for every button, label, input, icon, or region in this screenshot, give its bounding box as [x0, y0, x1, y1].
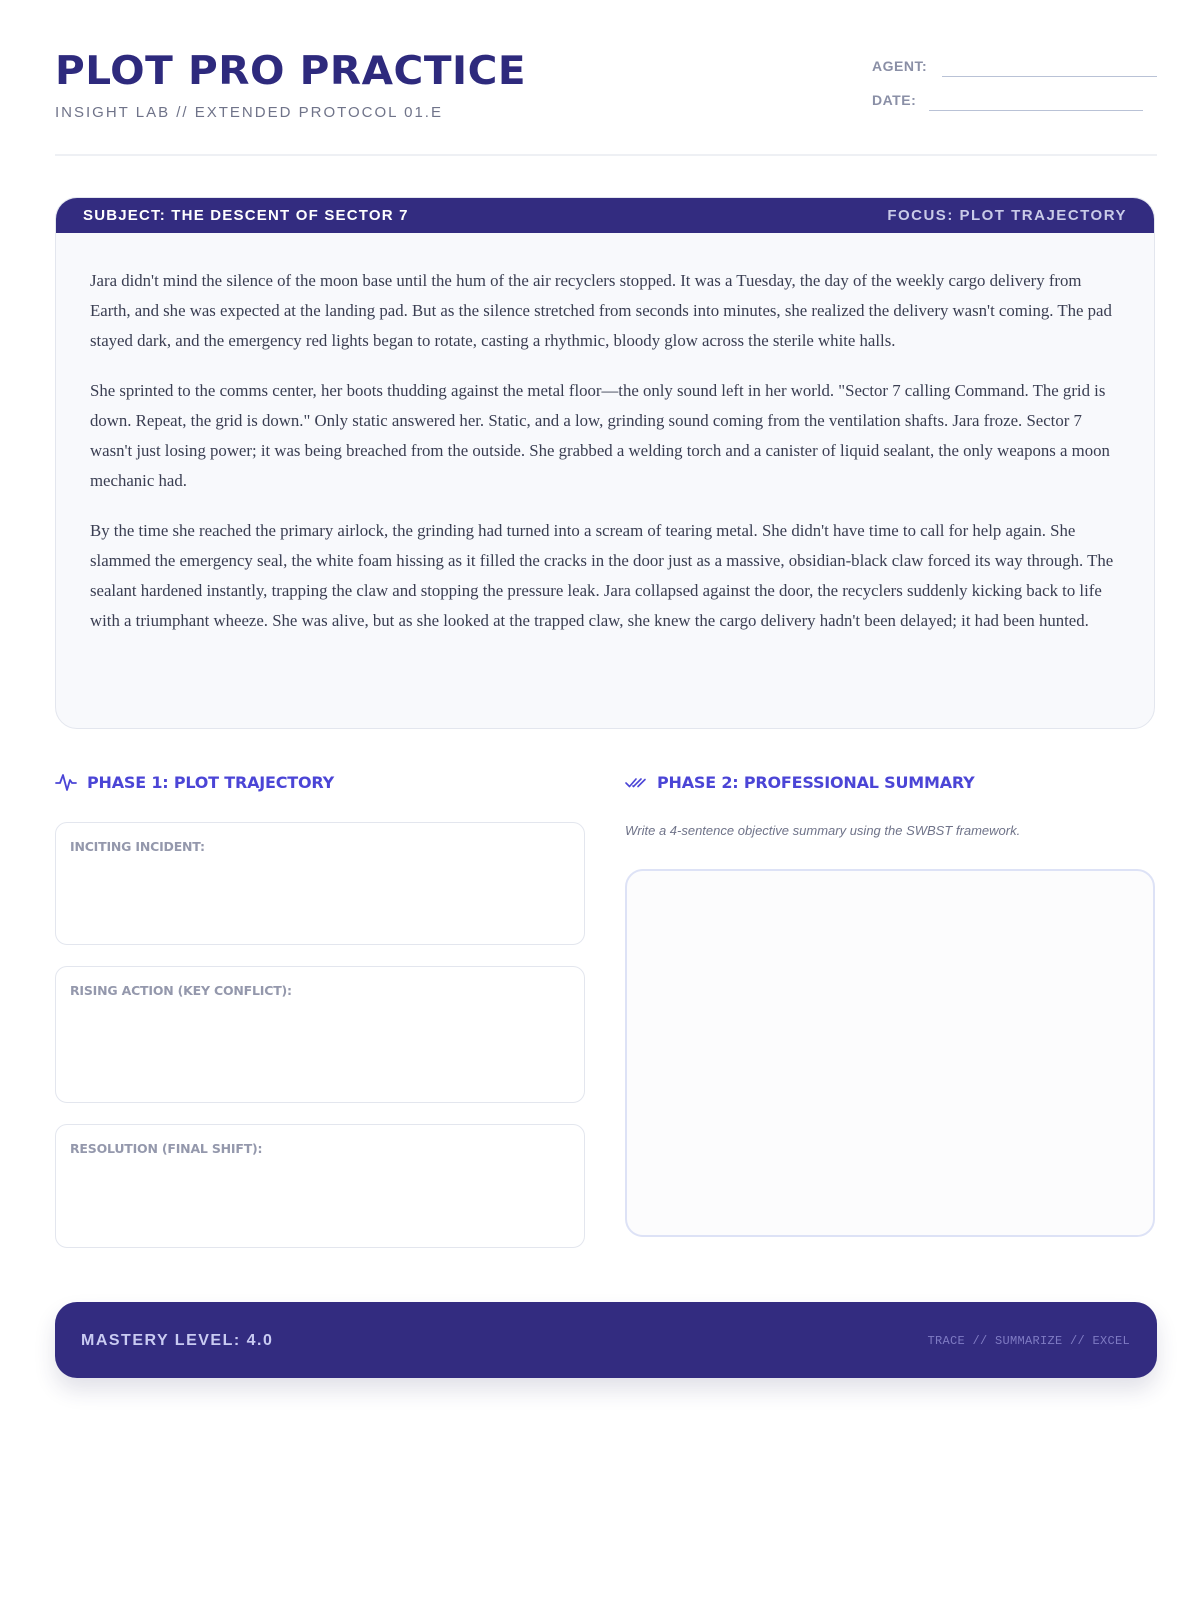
rising-action-field[interactable] [55, 966, 585, 1103]
inciting-incident-label: INCITING INCIDENT: [70, 839, 205, 854]
summary-textarea[interactable] [625, 869, 1155, 1237]
passage-body [90, 266, 1124, 656]
agent-field[interactable] [872, 56, 1157, 90]
agent-label: AGENT: [872, 58, 928, 74]
date-field[interactable] [872, 90, 1157, 124]
page-subtitle: INSIGHT LAB // EXTENDED PROTOCOL 01.E [55, 104, 443, 121]
resolution-field[interactable] [55, 1124, 585, 1248]
resolution-label: RESOLUTION (FINAL SHIFT): [70, 1141, 263, 1156]
inciting-incident-field[interactable] [55, 822, 585, 945]
rising-action-label: RISING ACTION (KEY CONFLICT): [70, 983, 292, 998]
phase1-heading [55, 770, 334, 794]
pulse-icon [55, 771, 77, 793]
worksheet-page [55, 0, 1157, 1600]
passage-card [55, 197, 1155, 729]
footer-bar [55, 1302, 1157, 1378]
passage-focus: FOCUS: PLOT TRAJECTORY [887, 207, 1127, 224]
passage-paragraph-1: Jara didn't mind the silence of the moon base until the hum of the air recyclers stopped. It was a Tuesday, the day of the weekly cargo delivery from Earth, and she was expected at the landing pad. But as the silence stretched from seconds into minutes, she realized the delivery wasn't coming. The pad stayed dark, and the emergency red lights began to rotate, casting a rhythmic, bloody glow across the sterile white halls. [90, 271, 1112, 350]
footer-tagline: TRACE // SUMMARIZE // EXCEL [927, 1334, 1130, 1348]
phase2-heading [625, 770, 975, 794]
phase2-title: PHASE 2: PROFESSIONAL SUMMARY [657, 772, 975, 792]
date-input-line[interactable] [929, 110, 1143, 111]
double-check-icon [625, 771, 647, 793]
phase1-title: PHASE 1: PLOT TRAJECTORY [87, 772, 335, 792]
mastery-level: MASTERY LEVEL: 4.0 [81, 1332, 274, 1349]
passage-paragraph-2: She sprinted to the comms center, her boots thudding against the metal floor—the only sound left in her world. "Sector 7 calling Command. The grid is down. Repeat, the grid is down." Only static answered her. Static, and a low, grinding sound coming from the ventilation shafts. Jara froze. Sector 7 wasn't just losing power; it was being breached from the outside. She grabbed a welding torch and a canister of liquid sealant, the only weapons a moon mechanic had. [90, 381, 1110, 490]
page-title: PLOT PRO PRACTICE [55, 49, 527, 94]
agent-input-line[interactable] [942, 76, 1157, 77]
passage-subject: SUBJECT: THE DESCENT OF SECTOR 7 [83, 207, 409, 224]
header [55, 48, 1157, 156]
passage-paragraph-3: By the time she reached the primary airlock, the grinding had turned into a scream of tearing metal. She didn't have time to call for help again. She slammed the emergency seal, the white foam hissing as it filled the cracks in the door just as a massive, obsidian-black claw forced its way through. The sealant hardened instantly, trapping the claw and stopping the pressure leak. Jara collapsed against the door, the recyclers suddenly kicking back to life with a triumphant wheeze. She was alive, but as she looked at the trapped claw, she knew the cargo delivery hadn't been delayed; it had been hunted. [90, 521, 1114, 630]
date-label: DATE: [872, 92, 917, 108]
summary-instruction: Write a 4-sentence objective summary using the SWBST framework. [625, 823, 1021, 838]
meta-fields [872, 56, 1157, 124]
passage-header-bar [56, 198, 1154, 233]
